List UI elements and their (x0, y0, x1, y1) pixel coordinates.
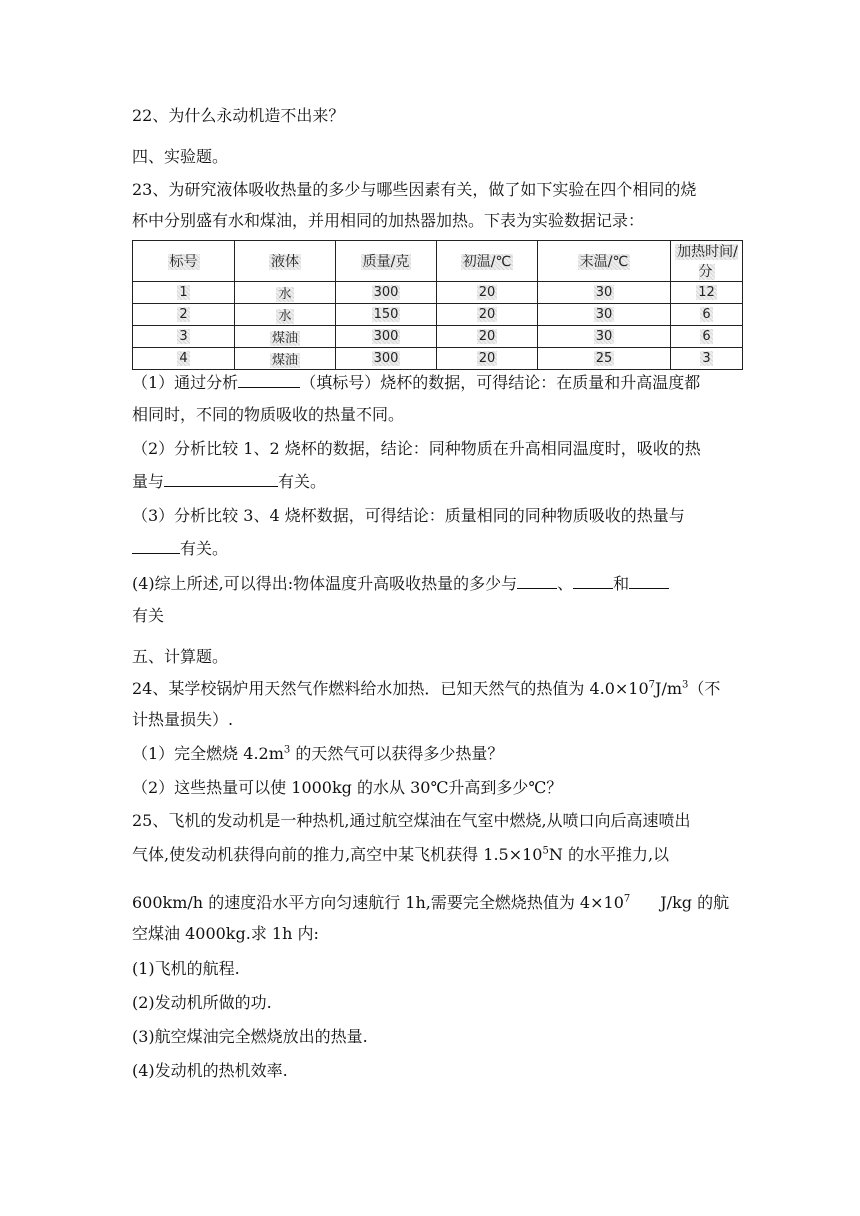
question-23-line2: 杯中分别盛有水和煤油，并用相同的加热器加热。下表为实验数据记录： (132, 211, 645, 230)
table-cell: 3 (702, 351, 711, 366)
superscript: 5 (542, 845, 549, 857)
table-row (133, 326, 743, 348)
part-1-text: （填标号）烧杯的数据，可得结论：在质量和升高温度都 (300, 373, 701, 392)
answer-blank[interactable] (573, 572, 613, 589)
part-3-line1: （3）分析比较 3、4 烧杯数据，可得结论：质量相同的同种物质吸收的热量与 (132, 506, 685, 525)
table-cell: 30 (595, 329, 613, 344)
table-cell: 150 (373, 307, 399, 322)
question-25-line4: 空煤油 4000kg.求 1h 内: (132, 924, 319, 943)
header-cell: 质量/克 (362, 254, 410, 270)
question-25-line3 (132, 892, 732, 914)
part-4-line1 (132, 572, 732, 595)
table-row (133, 282, 743, 304)
part-4-separator: 、 (557, 574, 574, 593)
table-cell: 煤油 (271, 353, 298, 368)
table-cell: 4 (179, 351, 188, 366)
answer-blank[interactable] (629, 572, 669, 589)
table-cell: 300 (373, 329, 399, 344)
section-4-heading: 四、实验题。 (132, 147, 229, 166)
part-4-text: (4)综上所述,可以得出:物体温度升高吸收热量的多少与 (132, 574, 518, 593)
q24-text: （不 (688, 679, 721, 698)
question-25-sub1: (1)飞机的航程. (132, 959, 240, 978)
superscript: 3 (682, 679, 689, 691)
q25-text: N 的水平推力,以 (548, 845, 670, 864)
question-24-sub2: （2）这些热量可以使 1000kg 的水从 30℃升高到多少℃？ (132, 778, 563, 797)
question-23-line1: 23、为研究液体吸收热量的多少与哪些因素有关，做了如下实验在四个相同的烧 (132, 180, 697, 199)
table-cell: 30 (595, 285, 613, 300)
question-25-sub3: (3)航空煤油完全燃烧放出的热量. (132, 1027, 368, 1046)
table-row (133, 304, 743, 326)
table-cell: 300 (373, 351, 399, 366)
part-3-text: 有关。 (180, 539, 229, 558)
question-24-line1 (132, 678, 732, 700)
q24-sub-text: （1）完全燃烧 4.2m (132, 744, 284, 763)
header-cell: 初温/℃ (462, 254, 512, 270)
table-cell: 3 (179, 329, 188, 344)
table-cell: 300 (373, 285, 399, 300)
table-cell: 12 (698, 285, 715, 300)
superscript: 3 (283, 744, 291, 756)
q25-text: 600km/h 的速度沿水平方向匀速航行 1h,需要完全燃烧热值为 4×10 (132, 893, 624, 912)
q24-text: 24、某学校锅炉用天然气作燃料给水加热．已知天然气的热值为 4.0×10 (132, 679, 649, 698)
table-cell: 煤油 (271, 331, 298, 346)
part-3-line2 (132, 537, 732, 560)
table-cell: 6 (702, 307, 711, 322)
q24-sub-text: 的天然气可以获得多少热量？ (290, 744, 504, 763)
part-4-line2: 有关 (132, 606, 165, 625)
part-4-separator: 和 (613, 574, 630, 593)
q25-text: 气体,使发动机获得向前的推力,高空中某飞机获得 1.5×10 (132, 845, 543, 864)
question-25-line1: 25、飞机的发动机是一种热机,通过航空煤油在气室中燃烧,从喷口向后高速喷出 (132, 811, 691, 830)
table-cell: 水 (278, 309, 292, 324)
part-2-text: 有关。 (278, 472, 327, 491)
part-2-text: 量与 (132, 472, 165, 491)
table-header-row (133, 241, 743, 282)
superscript: 7 (648, 679, 656, 691)
question-24-sub1 (132, 743, 732, 765)
question-25-sub2: (2)发动机所做的功. (132, 993, 272, 1012)
superscript: 7 (623, 893, 631, 905)
table-cell: 20 (478, 285, 496, 300)
table-row (133, 348, 743, 370)
header-cell: 标号 (169, 254, 198, 270)
header-cell: 加热时间/分 (677, 244, 738, 280)
table-cell: 20 (478, 329, 496, 344)
part-1-text: （1）通过分析 (132, 373, 239, 392)
table-cell: 20 (478, 351, 496, 366)
table-cell: 1 (179, 285, 188, 300)
header-cell: 末温/℃ (579, 254, 629, 270)
table-cell: 2 (179, 307, 188, 322)
section-5-heading: 五、计算题。 (132, 647, 229, 666)
q25-text: J/kg 的航 (660, 893, 730, 912)
question-25-line2 (132, 844, 732, 866)
answer-blank[interactable] (164, 470, 278, 487)
question-25-sub4: (4)发动机的热机效率. (132, 1061, 288, 1080)
answer-blank[interactable] (132, 537, 180, 554)
table-cell: 25 (595, 351, 613, 366)
answer-blank[interactable] (517, 572, 557, 589)
part-1-line1 (132, 371, 732, 394)
table-cell: 20 (478, 307, 496, 322)
answer-blank[interactable] (238, 371, 300, 388)
part-2-line1: （2）分析比较 1、2 烧杯的数据，结论：同种物质在升高相同温度时，吸收的热 (132, 439, 701, 458)
q24-text: J/m (655, 679, 683, 698)
question-24-line2: 计热量损失）. (132, 710, 234, 729)
part-1-line2: 相同时，不同的物质吸收的热量不同。 (132, 405, 405, 424)
table-cell: 30 (595, 307, 613, 322)
header-cell: 液体 (271, 254, 299, 270)
part-2-line2 (132, 470, 732, 493)
question-22: 22、为什么永动机造不出来？ (132, 106, 345, 125)
experiment-table (132, 240, 742, 366)
table-cell: 水 (278, 287, 292, 302)
table-cell: 6 (702, 329, 711, 344)
